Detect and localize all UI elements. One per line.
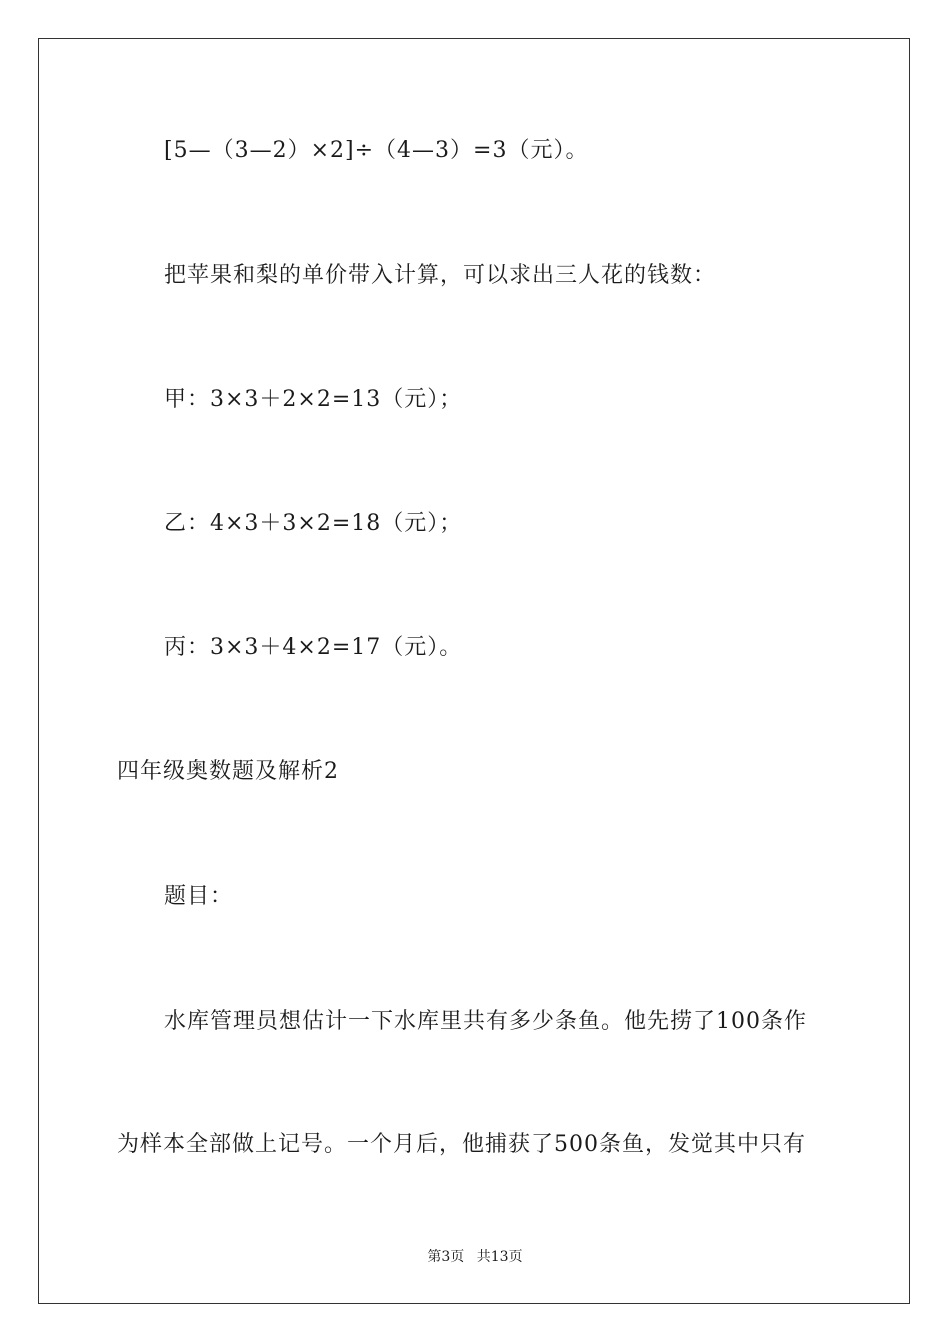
paragraph-text: 把苹果和梨的单价带入计算，可以求出三人花的钱数： — [164, 263, 717, 288]
section-heading: 四年级奥数题及解析2 — [117, 759, 339, 784]
page-number: 第3页 — [427, 1249, 465, 1265]
question-text-line-1: 水库管理员想估计一下水库里共有多少条鱼。他先捞了100条作 — [164, 1009, 807, 1034]
page-footer — [0, 1248, 950, 1266]
calculation-yi: 乙：4×3＋3×2=18（元）； — [164, 511, 463, 536]
calculation-bing: 丙：3×3＋4×2=17（元）。 — [164, 635, 463, 660]
page-total: 共13页 — [476, 1249, 523, 1265]
question-label: 题目： — [164, 884, 234, 909]
question-text-line-2: 为样本全部做上记号。一个月后，他捕获了500条鱼，发觉其中只有 — [117, 1132, 806, 1157]
equation-line: [5—（3—2）×2]÷（4—3）=3（元）。 — [164, 138, 589, 163]
calculation-jia: 甲：3×3＋2×2=13（元）； — [164, 387, 463, 412]
page-frame — [38, 38, 910, 1304]
